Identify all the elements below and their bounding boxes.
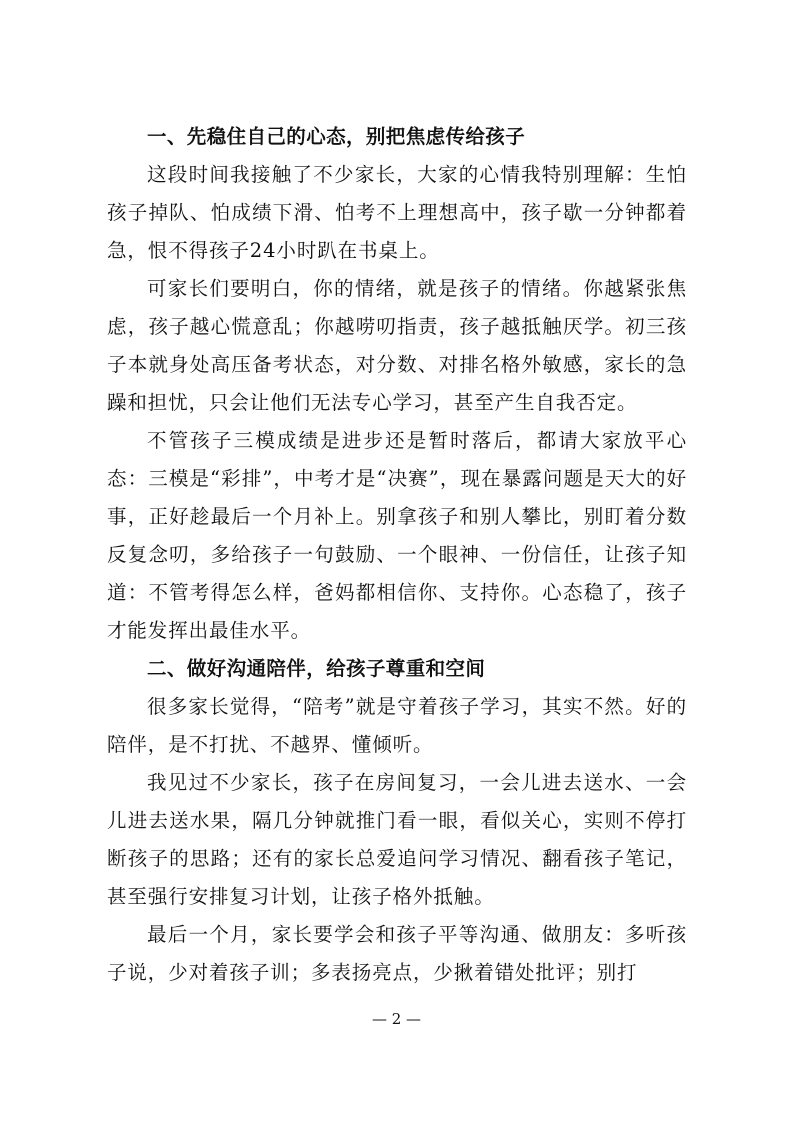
- paragraph: 我见过不少家长，孩子在房间复习，一会儿进去送水、一会儿进去送水果，隔几分钟就推门看一眼，看似关心，实则不停打断孩子的思路；还有的家长总爱追问学习情况、翻看孩子笔记，甚至强行安排复习计划，让孩子格外抵触。: [107, 771, 687, 908]
- section-heading-2: 二、做好沟通陪伴，给孩子尊重和空间: [147, 657, 486, 680]
- paragraph: 最后一个月，家长要学会和孩子平等沟通、做朋友：多听孩子说，少对着孩子训；多表扬亮点，少揪着错处批评；别打: [107, 923, 687, 984]
- paragraph: 可家长们要明白，你的情绪，就是孩子的情绪。你越紧张焦虑，孩子越心慌意乱；你越唠叨指责，孩子越抵触厌学。初三孩子本就身处高压备考状态，对分数、对排名格外敏感，家长的急躁和担忧，只会让他们无法专心学习，甚至产生自我否定。: [107, 277, 687, 414]
- paragraph: 很多家长觉得，“陪考”就是守着孩子学习，其实不然。好的陪伴，是不打扰、不越界、懂倾听。: [107, 695, 687, 756]
- paragraph: 不管孩子三模成绩是进步还是暂时落后，都请大家放平心态：三模是“彩排”，中考才是“决赛”，现在暴露问题是天大的好事，正好趁最后一个月补上。别拿孩子和别人攀比，别盯着分数反复念叨，多给孩子一句鼓励、一个眼神、一份信任，让孩子知道：不管考得怎么样，爸妈都相信你、支持你。心态稳了，孩子才能发挥出最佳水平。: [107, 429, 687, 642]
- document-body: [107, 114, 687, 992]
- section-heading-1: 一、先稳住自己的心态，别把焦虑传给孩子: [147, 125, 526, 148]
- paragraph: 这段时间我接触了不少家长，大家的心情我特别理解：生怕孩子掉队、怕成绩下滑、怕考不上理想高中，孩子歇一分钟都着急，恨不得孩子24小时趴在书桌上。: [107, 163, 687, 262]
- page-number: — 2 —: [371, 1010, 422, 1028]
